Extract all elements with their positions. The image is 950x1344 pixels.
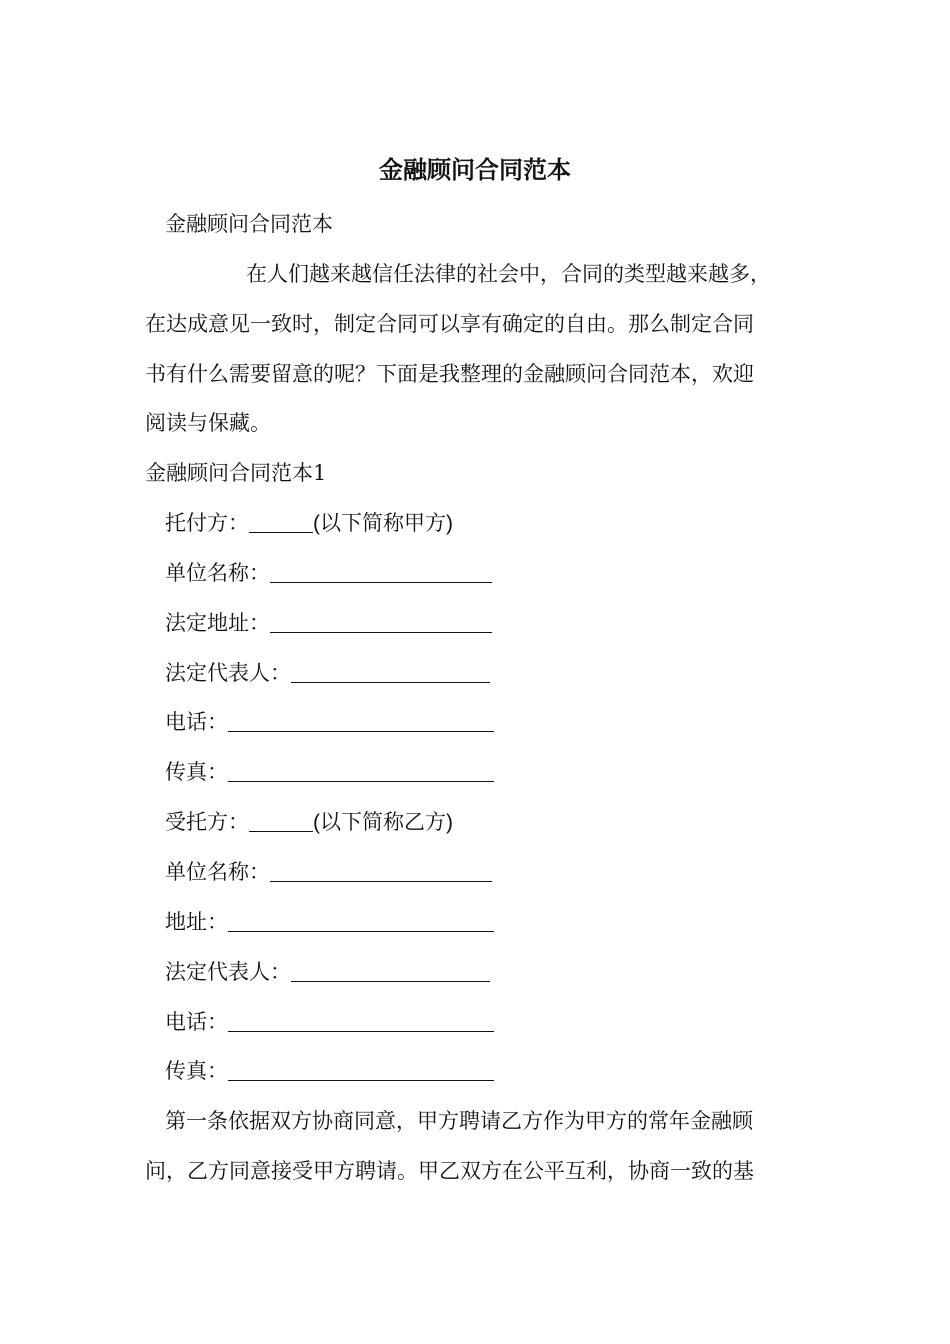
party-a-phone-line bbox=[165, 707, 494, 737]
section-heading: 金融顾问合同范本1 bbox=[145, 461, 327, 485]
party-b-rep-label: 法定代表人： bbox=[165, 960, 291, 984]
article-line-1: 第一条依据双方协商同意，甲方聘请乙方作为甲方的常年金融顾 bbox=[165, 1109, 753, 1133]
intro-line-4: 阅读与保藏。 bbox=[145, 411, 271, 435]
party-b-rep-line bbox=[165, 957, 490, 987]
party-a-unit-label: 单位名称： bbox=[165, 561, 270, 585]
party-b-address-label: 地址： bbox=[165, 910, 228, 934]
party-b-rep-blank bbox=[291, 959, 490, 982]
party-a-entrust-label: 托付方： bbox=[165, 511, 249, 535]
party-b-phone-line bbox=[165, 1007, 494, 1037]
party-b-phone-blank bbox=[228, 1009, 494, 1032]
party-b-fax-label: 传真： bbox=[165, 1059, 228, 1083]
party-b-unit-blank bbox=[270, 859, 492, 882]
party-b-address-line bbox=[165, 907, 494, 937]
party-a-address-label: 法定地址： bbox=[165, 611, 270, 635]
party-a-entrust-line bbox=[165, 508, 453, 539]
intro-line-1: 在人们越来越信任法律的社会中，合同的类型越来越多， bbox=[246, 262, 771, 286]
article-line-2: 问，乙方同意接受甲方聘请。甲乙双方在公平互利，协商一致的基 bbox=[145, 1159, 754, 1183]
intro-line-3: 书有什么需要留意的呢？下面是我整理的金融顾问合同范本，欢迎 bbox=[145, 362, 754, 386]
party-b-fax-blank bbox=[228, 1058, 494, 1081]
document-subtitle: 金融顾问合同范本 bbox=[165, 212, 333, 236]
party-a-unit-blank bbox=[270, 560, 492, 583]
party-a-address-line bbox=[165, 608, 492, 638]
party-a-rep-line bbox=[165, 658, 490, 688]
party-a-phone-blank bbox=[228, 709, 494, 732]
party-a-entrust-suffix: (以下简称甲方) bbox=[313, 512, 453, 535]
party-a-fax-label: 传真： bbox=[165, 760, 228, 784]
party-b-unit-label: 单位名称： bbox=[165, 860, 270, 884]
party-b-phone-label: 电话： bbox=[165, 1010, 228, 1034]
party-b-entrust-suffix: (以下简称乙方) bbox=[313, 811, 453, 834]
party-b-entrust-line bbox=[165, 807, 453, 838]
document-title: 金融顾问合同范本 bbox=[379, 156, 571, 184]
party-a-address-blank bbox=[270, 610, 492, 633]
intro-line-2: 在达成意见一致时，制定合同可以享有确定的自由。那么制定合同 bbox=[145, 312, 754, 336]
party-a-rep-label: 法定代表人： bbox=[165, 661, 291, 685]
party-b-unit-line bbox=[165, 857, 492, 887]
party-b-entrust-label: 受托方： bbox=[165, 810, 249, 834]
party-a-entrust-blank bbox=[249, 510, 313, 533]
party-b-entrust-blank bbox=[249, 809, 313, 832]
party-a-unit-line bbox=[165, 558, 492, 588]
party-a-phone-label: 电话： bbox=[165, 710, 228, 734]
party-b-address-blank bbox=[228, 909, 494, 932]
party-a-fax-blank bbox=[228, 759, 494, 782]
party-a-fax-line bbox=[165, 757, 494, 787]
party-a-rep-blank bbox=[291, 660, 490, 683]
party-b-fax-line bbox=[165, 1056, 494, 1086]
